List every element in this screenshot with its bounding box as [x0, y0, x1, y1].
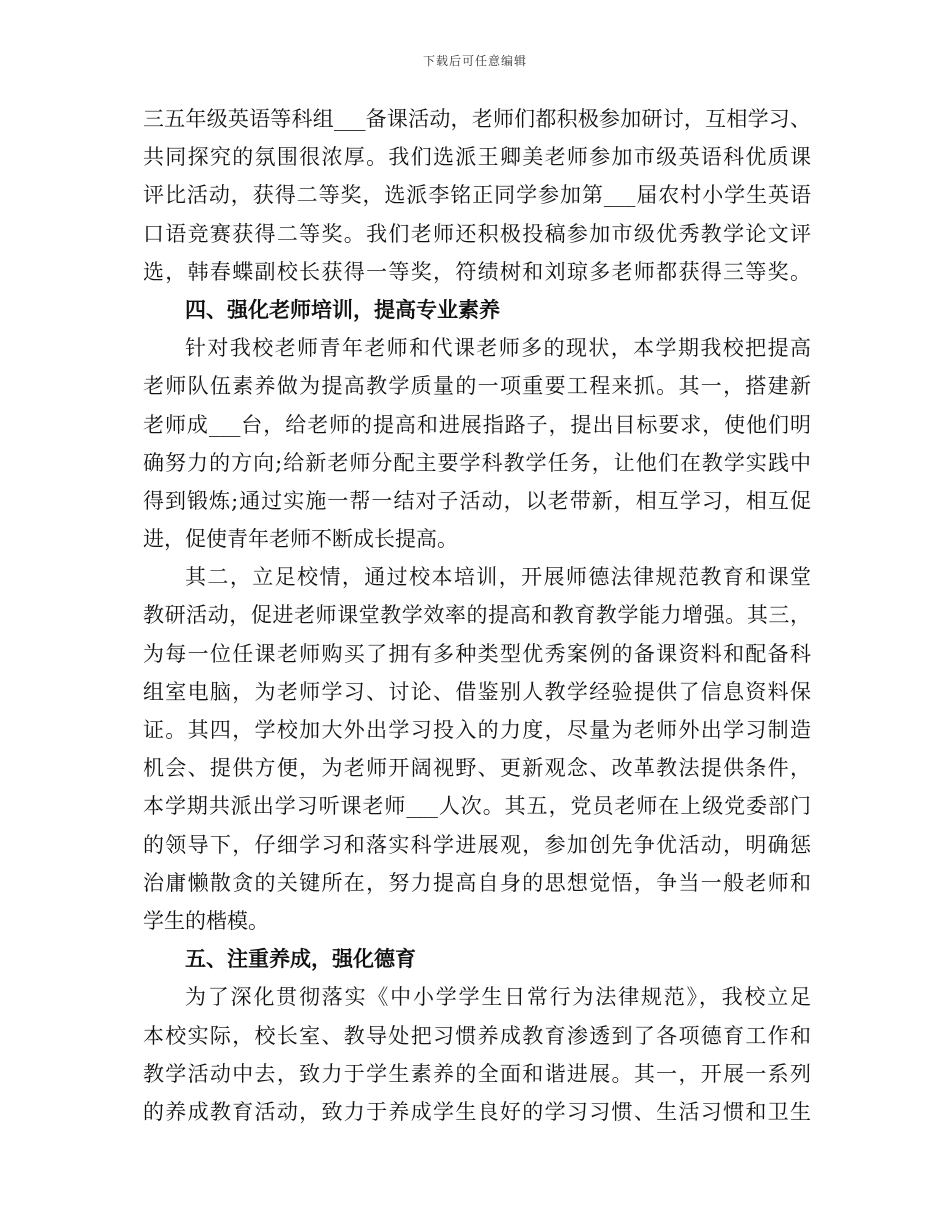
section-heading-4: 四、强化老师培训，提高专业素养: [185, 296, 500, 322]
text-line: 得到锻炼;通过实施一帮一结对子活动，以老带新，相互学习，相互促: [143, 488, 811, 513]
text-line: 学生的楷模。: [143, 908, 269, 933]
text-line: 本校实际，校长室、教导处把习惯养成教育渗透到了各项德育工作和: [143, 1023, 811, 1048]
text-line: 进，促使青年老师不断成长提高。: [143, 527, 458, 552]
text-line: 评比活动，获得二等奖，选派李铭正同学参加第___届农村小学生英语: [143, 183, 811, 208]
text-line: 教学活动中去，致力于学生素养的全面和谐进展。其一，开展一系列: [143, 1061, 811, 1086]
section-heading-5: 五、注重养成，强化德育: [185, 946, 416, 972]
text-line: 组室电脑，为老师学习、讨论、借鉴别人教学经验提供了信息资料保: [143, 679, 811, 704]
text-line: 老师成___台，给老师的提高和进展指路子，提出目标要求，使他们明: [143, 412, 811, 437]
page-header-note: 下载后可任意编辑: [422, 54, 527, 68]
text-line: 口语竞赛获得二等奖。我们老师还积极投稿参加市级优秀教学论文评: [143, 221, 811, 246]
text-line: 共同探究的氛围很浓厚。我们选派王卿美老师参加市级英语科优质课: [143, 145, 811, 170]
text-line: 本学期共派出学习听课老师___人次。其五，党员老师在上级党委部门: [143, 794, 811, 819]
text-line: 为每一位任课老师购买了拥有多种类型优秀案例的备课资料和配备科: [143, 641, 811, 666]
text-line: 治庸懒散贪的关键所在，努力提高自身的思想觉悟，争当一般老师和: [143, 870, 811, 895]
text-line: 教研活动，促进老师课堂教学效率的提高和教育教学能力增强。其三，: [143, 603, 811, 628]
text-line: 证。其四，学校加大外出学习投入的力度，尽量为老师外出学习制造: [143, 718, 811, 742]
text-line: 为了深化贯彻落实《中小学学生日常行为法律规范》，我校立足: [185, 985, 811, 1010]
text-line: 三五年级英语等科组___备课活动，老师们都积极参加研讨，互相学习、: [143, 107, 811, 131]
text-line: 其二，立足校情，通过校本培训，开展师德法律规范教育和课堂: [185, 565, 811, 590]
text-line: 老师队伍素养做为提高教学质量的一项重要工程来抓。其一，搭建新: [143, 374, 811, 399]
text-line: 的领导下，仔细学习和落实科学进展观，参加创先争优活动，明确惩: [143, 832, 811, 857]
text-line: 确努力的方向;给新老师分配主要学科教学任务，让他们在教学实践中: [143, 450, 811, 475]
text-line: 选，韩春蝶副校长获得一等奖，符绩树和刘琼多老师都获得三等奖。: [143, 259, 811, 284]
document-body: [143, 100, 811, 1131]
text-line: 机会、提供方便，为老师开阔视野、更新观念、改革教法提供条件，: [143, 756, 811, 781]
text-line: 针对我校老师青年老师和代课老师多的现状，本学期我校把提高: [185, 336, 811, 361]
text-line: 的养成教育活动，致力于养成学生良好的学习习惯、生活习惯和卫生: [143, 1099, 811, 1124]
